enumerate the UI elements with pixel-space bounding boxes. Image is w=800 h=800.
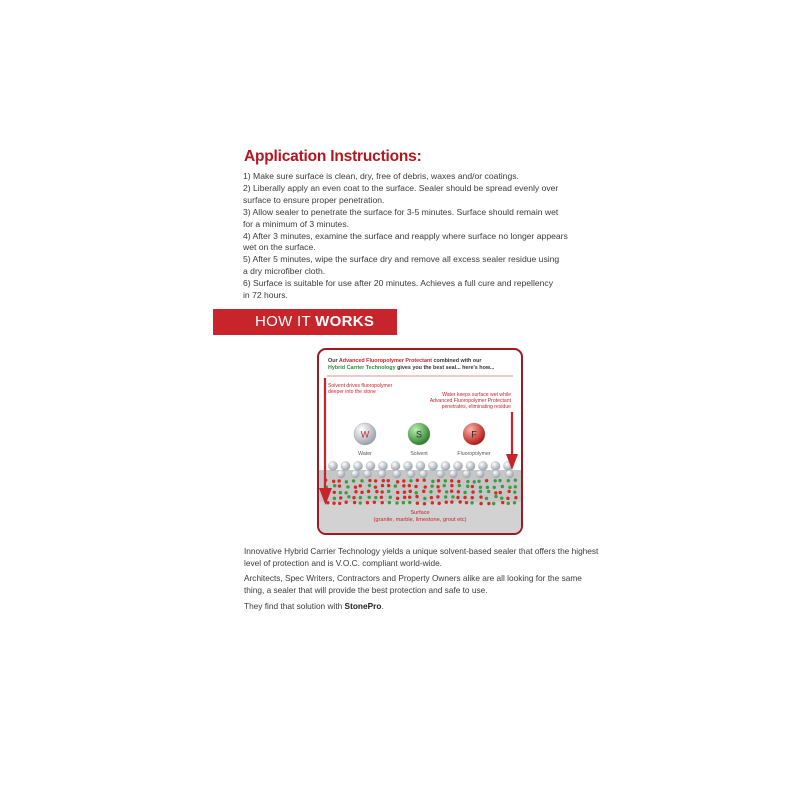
- water-bubble: [428, 461, 437, 470]
- fluoropolymer-particle: [414, 485, 417, 488]
- fluoropolymer-particle: [403, 490, 406, 493]
- instructions-title: Application Instructions:: [244, 148, 422, 165]
- fluoropolymer-particle: [423, 502, 426, 505]
- solvent-particle: [500, 496, 503, 499]
- fluoropolymer-particle: [387, 479, 390, 482]
- solvent-particle: [445, 490, 448, 493]
- water-bubble: [478, 461, 487, 470]
- instruction-step-4-line-2: wet on the surface.: [243, 242, 316, 253]
- solvent-particle: [479, 486, 482, 489]
- fluoropolymer-particle: [381, 484, 384, 487]
- instruction-step-5-line-2: a dry microfiber cloth.: [243, 266, 326, 277]
- water-bubble: [441, 461, 450, 470]
- fluoropolymer-particle: [367, 490, 370, 493]
- solvent-particle: [346, 485, 349, 488]
- solvent-particle: [494, 495, 497, 498]
- solvent-ball-letter: S: [415, 429, 423, 440]
- instruction-step-6-line-2: in 72 hours.: [243, 290, 288, 301]
- fluoropolymer-particle: [387, 484, 390, 487]
- instruction-step-6-line-1: 6) Surface is suitable for use after 20 minutes. Achieves a full cure and repellency: [243, 278, 554, 289]
- water-bubble: [463, 470, 471, 478]
- fluoropolymer-ball-letter: F: [471, 429, 477, 440]
- fluoropolymer-particle: [456, 496, 459, 499]
- solvent-particle: [494, 479, 497, 482]
- fluoropolymer-particle: [506, 497, 509, 500]
- solvent-particle: [487, 490, 490, 493]
- solvent-particle: [409, 479, 412, 482]
- water-bubble: [341, 461, 350, 470]
- fluoropolymer-particle: [423, 478, 426, 481]
- solvent-particle: [339, 491, 342, 494]
- fluoropolymer-particle: [424, 485, 427, 488]
- legend-water-label: Water: [358, 451, 372, 457]
- water-bubble: [491, 461, 500, 470]
- fluoropolymer-particle: [437, 502, 440, 505]
- fluoropolymer-particle: [337, 479, 340, 482]
- solvent-note: Solvent drives fluoropolymer deeper into the stone: [328, 383, 393, 395]
- solvent-particle: [498, 479, 501, 482]
- fluoropolymer-particle: [338, 502, 341, 505]
- solvent-particle: [508, 486, 511, 489]
- fluoropolymer-particle: [375, 490, 378, 493]
- fluoropolymer-particle: [471, 490, 474, 493]
- fluoropolymer-particle: [408, 484, 411, 487]
- solvent-particle: [473, 480, 476, 483]
- solvent-particle: [514, 485, 517, 488]
- water-bubble: [407, 470, 415, 478]
- diagram-header: Our Advanced Fluoropolymer Protectant combined with our Hybrid Carrier Technology gives you the best seal... here's how...: [328, 358, 495, 371]
- fluoropolymer-particle: [471, 485, 474, 488]
- instruction-step-2-line-1: 2) Liberally apply an even coat to the surface. Sealer should be spread evenly over: [243, 182, 559, 193]
- fluoropolymer-particle: [360, 491, 363, 494]
- fluoropolymer-particle: [445, 501, 448, 504]
- solvent-particle: [507, 502, 510, 505]
- water-bubble: [419, 470, 427, 478]
- fluoropolymer-particle: [415, 495, 418, 498]
- fluoropolymer-particle: [430, 496, 433, 499]
- solvent-particle: [333, 497, 336, 500]
- fluoropolymer-particle: [403, 496, 406, 499]
- banner-bold-text: WORKS: [315, 313, 375, 330]
- water-bubble: [378, 470, 386, 478]
- water-bubble: [449, 470, 457, 478]
- fluoropolymer-particle: [457, 480, 460, 483]
- fluoropolymer-particle: [353, 501, 356, 504]
- fluoropolymer-particle: [354, 486, 357, 489]
- brand-name: StonePro: [344, 601, 382, 611]
- water-bubble: [353, 461, 362, 470]
- fluoropolymer-particle: [471, 496, 474, 499]
- fluoropolymer-particle: [409, 490, 412, 493]
- solvent-particle: [451, 495, 454, 498]
- water-ball-letter: W: [360, 429, 370, 440]
- paragraph-technology: Innovative Hybrid Carrier Technology yields a unique solvent-based sealer that offers the highest level of protection and is V.O.C. compliant world-wide.: [244, 546, 599, 568]
- fluoropolymer-particle: [373, 501, 376, 504]
- solvent-particle: [359, 496, 362, 499]
- solvent-particle: [344, 491, 347, 494]
- fluoropolymer-particle: [514, 496, 517, 499]
- water-bubble: [453, 461, 462, 470]
- water-bubble: [437, 470, 445, 478]
- how-it-works-diagram: [317, 348, 523, 535]
- fluoropolymer-particle: [438, 489, 441, 492]
- fluoropolymer-particle: [431, 501, 434, 504]
- solvent-particle: [486, 486, 489, 489]
- solvent-particle: [429, 490, 432, 493]
- water-bubble: [366, 461, 375, 470]
- paragraph-solution: They find that solution with StonePro.: [244, 601, 384, 611]
- instructions-list: [243, 171, 593, 302]
- fluoropolymer-particle: [380, 490, 383, 493]
- fluoropolymer-particle: [416, 479, 419, 482]
- water-bubble: [403, 461, 412, 470]
- fluoropolymer-particle: [368, 479, 371, 482]
- solvent-particle: [485, 497, 488, 500]
- solvent-particle: [513, 490, 516, 493]
- water-bubble: [337, 470, 345, 478]
- fluoropolymer-particle: [485, 479, 488, 482]
- solvent-particle: [360, 479, 363, 482]
- fluoropolymer-particle: [338, 484, 341, 487]
- fluoropolymer-particle: [450, 490, 453, 493]
- water-bubble: [378, 461, 387, 470]
- fluoropolymer-particle: [507, 490, 510, 493]
- fluoropolymer-particle: [408, 495, 411, 498]
- fluoropolymer-particle: [352, 496, 355, 499]
- fluoropolymer-particle: [396, 491, 399, 494]
- fluoropolymer-particle: [374, 479, 377, 482]
- solvent-particle: [352, 479, 355, 482]
- fluoropolymer-particle: [450, 479, 453, 482]
- fluoropolymer-particle: [479, 495, 482, 498]
- solvent-particle: [507, 479, 510, 482]
- water-note: Water keeps surface wet while Advanced Fluoropolymer Protectant penetrates, eliminating residue: [429, 392, 511, 410]
- water-bubble: [328, 461, 337, 470]
- solvent-particle: [387, 490, 390, 493]
- solvent-particle: [394, 484, 397, 487]
- fluoropolymer-particle: [422, 490, 425, 493]
- solvent-particle: [345, 480, 348, 483]
- solvent-particle: [389, 496, 392, 499]
- water-bubble: [363, 470, 371, 478]
- instruction-step-4-line-1: 4) After 3 minutes, examine the surface and reapply where surface no longer appears: [243, 230, 568, 241]
- fluoropolymer-particle: [332, 480, 335, 483]
- fluoropolymer-particle: [396, 497, 399, 500]
- solvent-particle: [374, 496, 377, 499]
- solvent-particle: [368, 496, 371, 499]
- fluoropolymer-particle: [332, 501, 335, 504]
- fluoropolymer-particle: [501, 501, 504, 504]
- solvent-particle: [431, 480, 434, 483]
- water-bubble: [466, 461, 475, 470]
- solvent-particle: [388, 501, 391, 504]
- fluoropolymer-particle: [380, 496, 383, 499]
- water-bubble: [393, 470, 401, 478]
- fluoropolymer-particle: [396, 480, 399, 483]
- water-bubble: [506, 470, 514, 478]
- solvent-particle: [492, 502, 495, 505]
- fluoropolymer-particle: [374, 485, 377, 488]
- solvent-particle: [477, 480, 480, 483]
- instruction-step-5-line-1: 5) After 5 minutes, wipe the surface dry and remove all excess sealer residue using: [243, 254, 560, 265]
- water-bubble: [476, 470, 484, 478]
- fluoropolymer-particle: [450, 484, 453, 487]
- water-bubble: [351, 470, 359, 478]
- solvent-particle: [415, 491, 418, 494]
- solvent-particle: [514, 478, 517, 481]
- solvent-particle: [466, 480, 469, 483]
- fluoropolymer-particle: [402, 484, 405, 487]
- fluoropolymer-particle: [436, 485, 439, 488]
- solvent-particle: [347, 495, 350, 498]
- surface-label: Surface (granite, marble, limestone, grout etc): [373, 510, 467, 523]
- fluoropolymer-particle: [381, 501, 384, 504]
- fluoropolymer-particle: [402, 479, 405, 482]
- water-bubble: [391, 461, 400, 470]
- fluoropolymer-particle: [450, 500, 453, 503]
- fluoropolymer-particle: [457, 490, 460, 493]
- water-bubble: [492, 470, 500, 478]
- solvent-particle: [466, 485, 469, 488]
- fluoropolymer-particle: [339, 496, 342, 499]
- fluoropolymer-particle: [333, 491, 336, 494]
- fluoropolymer-particle: [366, 501, 369, 504]
- solvent-particle: [444, 495, 447, 498]
- solvent-particle: [501, 485, 504, 488]
- fluoropolymer-particle: [354, 490, 357, 493]
- fluoropolymer-particle: [382, 479, 385, 482]
- fluoropolymer-particle: [499, 491, 502, 494]
- paragraph-audience: Architects, Spec Writers, Contractors and Property Owners alike are all looking for the same thing, a sealer that will provide the best protection and safe to use.: [244, 573, 582, 595]
- fluoropolymer-particle: [465, 501, 468, 504]
- solvent-particle: [408, 501, 411, 504]
- solvent-particle: [402, 501, 405, 504]
- fluoropolymer-particle: [479, 502, 482, 505]
- fluoropolymer-particle: [458, 500, 461, 503]
- fluoropolymer-particle: [436, 495, 439, 498]
- fluoropolymer-particle: [494, 491, 497, 494]
- instruction-step-3-line-2: for a minimum of 3 minutes.: [243, 218, 350, 229]
- water-bubble: [416, 461, 425, 470]
- solvent-particle: [513, 501, 516, 504]
- instruction-step-1-line-1: 1) Make sure surface is clean, dry, free of debris, waxes and/or coatings.: [243, 171, 519, 181]
- solvent-particle: [395, 501, 398, 504]
- fluoropolymer-particle: [463, 496, 466, 499]
- fluoropolymer-particle: [437, 479, 440, 482]
- legend-fluoropolymer-label: Fluoropolymer: [457, 451, 491, 457]
- solvent-particle: [423, 497, 426, 500]
- fluoropolymer-particle: [359, 484, 362, 487]
- solvent-particle: [493, 486, 496, 489]
- how-it-works-banner: [213, 309, 397, 335]
- legend-solvent-label: Solvent: [410, 451, 428, 457]
- solvent-particle: [463, 491, 466, 494]
- solvent-particle: [359, 501, 362, 504]
- solvent-particle: [368, 484, 371, 487]
- solvent-particle: [443, 484, 446, 487]
- solvent-particle: [458, 484, 461, 487]
- instruction-step-2-line-2: surface to ensure proper penetration.: [243, 194, 385, 205]
- instruction-step-3-line-1: 3) Allow sealer to penetrate the surface for 3-5 minutes. Surface should remain wet: [243, 206, 559, 217]
- fluoropolymer-particle: [344, 501, 347, 504]
- solvent-particle: [333, 484, 336, 487]
- fluoropolymer-particle: [487, 502, 490, 505]
- diagram-graphic: [319, 350, 521, 533]
- solvent-particle: [430, 484, 433, 487]
- solvent-particle: [470, 501, 473, 504]
- fluoropolymer-particle: [416, 502, 419, 505]
- banner-light-text: HOW IT: [255, 313, 316, 330]
- solvent-particle: [444, 479, 447, 482]
- solvent-particle: [479, 490, 482, 493]
